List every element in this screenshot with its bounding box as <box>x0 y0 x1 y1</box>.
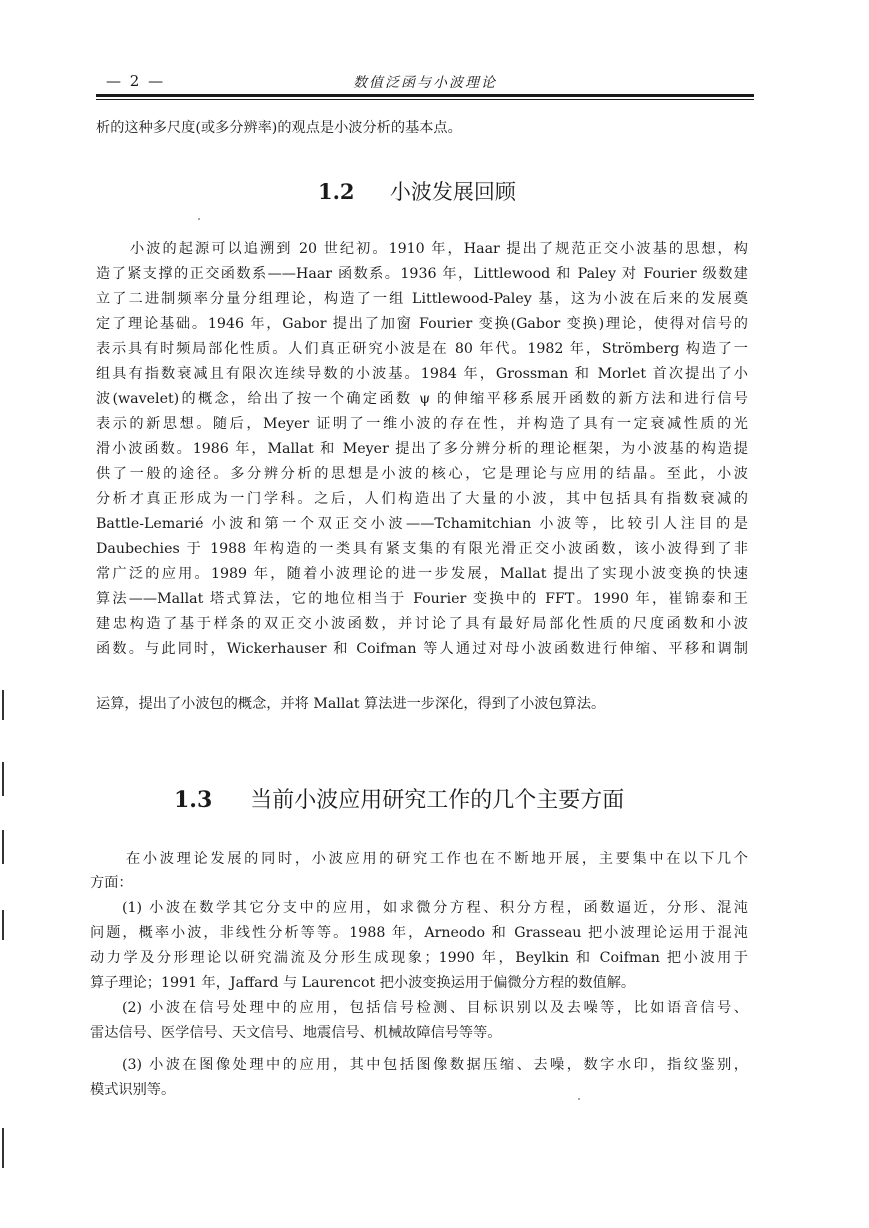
page-number: — 2 — <box>106 72 166 90</box>
paragraph-line: 方面： <box>90 875 133 891</box>
header-rule-thin <box>96 99 754 100</box>
paragraph-line: 动力学及分形理论以研究湍流及分形生成现象；1990 年，Beylkin 和 Coifman 把小波用于 <box>90 950 748 966</box>
paragraph-line: 算法——Mallat 塔式算法，它的地位相当于 Fourier 变换中的 FFT。1990 年，崔锦泰和王 <box>96 591 748 607</box>
paragraph-line: (3) 小波在图像处理中的应用，其中包括图像数据压缩、去噪，数字水印，指纹鉴别， <box>122 1057 748 1073</box>
intro-line: 析的这种多尺度(或多分辨率)的观点是小波分析的基本点。 <box>96 120 462 136</box>
paragraph-line: 表示具有时频局部化性质。人们真正研究小波是在 80 年代。1982 年，Strömberg 构造了一 <box>96 341 748 357</box>
paragraph-line: (2) 小波在信号处理中的应用，包括信号检测、目标识别以及去噪等，比如语音信号、 <box>122 1000 748 1016</box>
section-number: 1.3 <box>174 787 213 813</box>
paragraph-line: 雷达信号、医学信号、天文信号、地震信号、机械故障信号等等。 <box>90 1025 502 1041</box>
paragraph-line: 波(wavelet)的概念，给出了按一个确定函数 ψ 的伸缩平移系展开函数的新方法和进行信号 <box>96 391 748 407</box>
paragraph-line: 函数。与此同时，Wickerhauser 和 Coifman 等人通过对母小波函数进行伸缩、平移和调制 <box>96 641 748 657</box>
paragraph-line: 分析才真正形成为一门学科。之后，人们构造出了大量的小波，其中包括具有指数衰减的 <box>96 491 748 507</box>
paragraph-line: 造了紧支撑的正交函数系——Haar 函数系。1936 年，Littlewood 和 Paley 对 Fourier 级数建 <box>96 266 748 282</box>
section-heading-1-2 <box>318 176 516 206</box>
scan-margin-mark <box>2 690 4 720</box>
paragraph-line: 运算，提出了小波包的概念，并将 Mallat 算法进一步深化，得到了小波包算法。 <box>96 696 606 712</box>
header-rule-thick <box>96 94 754 97</box>
section-title: 当前小波应用研究工作的几个主要方面 <box>250 788 625 813</box>
paragraph-line: 表示的新思想。随后，Meyer 证明了一维小波的存在性，并构造了具有一定衰减性质的光 <box>96 416 748 432</box>
paragraph-line: 滑小波函数。1986 年，Mallat 和 Meyer 提出了多分辨分析的理论框架，为小波基的构造提 <box>96 441 748 457</box>
paragraph-line: 问题，概率小波，非线性分析等等。1988 年，Arneodo 和 Grasseau 把小波理论运用于混沌 <box>90 925 748 941</box>
paragraph-line: 建忠构造了基于样条的双正交小波函数，并讨论了具有最好局部化性质的尺度函数和小波 <box>96 616 748 632</box>
running-title: 数值泛函与小波理论 <box>353 75 497 91</box>
paragraph-line: 定了理论基础。1946 年，Gabor 提出了加窗 Fourier 变换(Gabor 变换)理论，使得对信号的 <box>96 316 748 332</box>
scan-speck <box>578 1098 580 1100</box>
paragraph-line: 供了一般的途径。多分辨分析的思想是小波的核心，它是理论与应用的结晶。至此，小波 <box>96 466 748 482</box>
paragraph-line: Battle-Lemarié 小波和第一个双正交小波——Tchamitchian 小波等，比较引人注目的是 <box>96 516 748 532</box>
scan-margin-mark <box>2 830 4 864</box>
paragraph-line: 小波的起源可以追溯到 20 世纪初。1910 年，Haar 提出了规范正交小波基的思想，构 <box>130 241 748 257</box>
page-header <box>96 72 754 92</box>
paragraph-line: 立了二进制频率分量分组理论，构造了一组 Littlewood-Paley 基，这为小波在后来的发展奠 <box>96 291 748 307</box>
section-title: 小波发展回顾 <box>389 180 516 204</box>
paragraph-line: (1) 小波在数学其它分支中的应用，如求微分方程、积分方程，函数逼近，分形、混沌 <box>122 900 748 916</box>
section-heading-1-3 <box>174 783 624 814</box>
paragraph-line: 在小波理论发展的同时，小波应用的研究工作也在不断地开展，主要集中在以下几个 <box>126 851 748 867</box>
paragraph-line: 模式识别等。 <box>90 1082 176 1098</box>
paragraph-line: Daubechies 于 1988 年构造的一类具有紧支集的有限光滑正交小波函数，该小波得到了非 <box>96 541 748 557</box>
scan-speck <box>198 218 200 220</box>
section-number: 1.2 <box>318 179 355 204</box>
paragraph-line: 常广泛的应用。1989 年，随着小波理论的进一步发展，Mallat 提出了实现小波变换的快速 <box>96 566 748 582</box>
scan-margin-mark <box>2 910 4 940</box>
paragraph-line: 算子理论；1991 年，Jaffard 与 Laurencot 把小波变换运用于偏微分方程的数值解。 <box>90 975 636 991</box>
scan-margin-mark <box>2 1128 4 1168</box>
scan-margin-mark <box>2 762 4 796</box>
paragraph-line: 组具有指数衰减且有限次连续导数的小波基。1984 年，Grossman 和 Morlet 首次提出了小 <box>96 366 748 382</box>
